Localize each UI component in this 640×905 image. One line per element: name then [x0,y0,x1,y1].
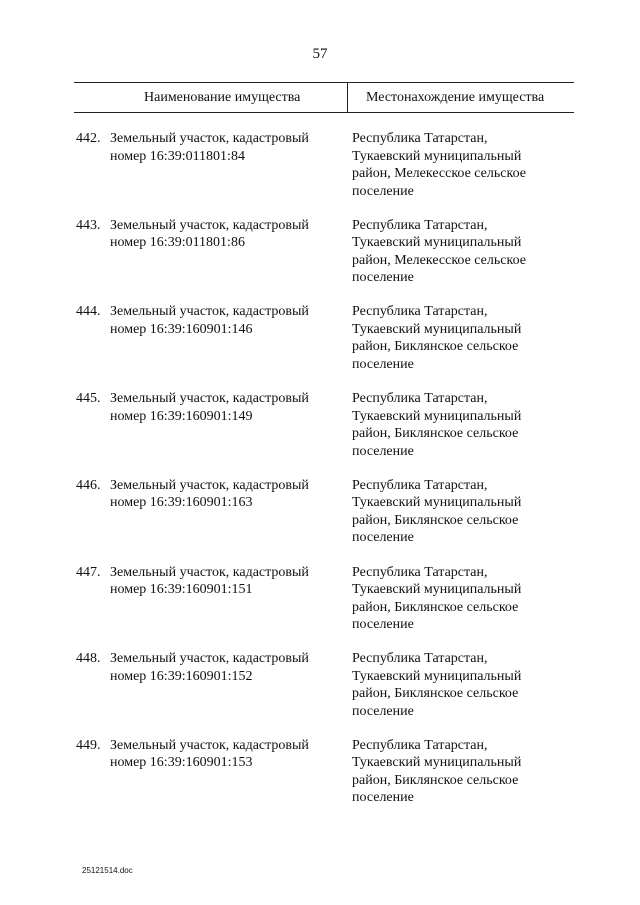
property-location-line: поселение [352,183,414,199]
property-name-line: Земельный участок, кадастровый [110,391,309,407]
property-location-line: Тукаевский муниципальный [352,755,522,771]
row-number: 443. [76,217,101,233]
document-code: 25121514.doc [82,866,133,875]
property-location-line: район, Биклянское сельское [352,426,519,442]
table-row [0,303,640,389]
property-name [110,477,335,512]
property-name-line: номер 16:39:160901:153 [110,755,253,771]
property-name-line: Земельный участок, кадастровый [110,131,309,146]
property-name-line: Земельный участок, кадастровый [110,477,309,493]
property-name [110,650,335,685]
property-location-line: поселение [352,617,414,632]
property-location-line: Тукаевский муниципальный [352,495,522,511]
table-row [0,390,640,476]
table-row [0,564,640,650]
property-location-line: поселение [352,530,414,546]
property-name [110,217,335,252]
row-number: 448. [76,651,101,667]
property-name-line: номер 16:39:160901:151 [110,582,253,597]
property-location [352,650,552,720]
property-name-line: номер 16:39:160901:152 [110,668,253,684]
property-location-line: Республика Татарстан, [352,304,488,320]
table-row [0,650,640,736]
property-location-line: поселение [352,790,414,806]
property-name [110,303,335,338]
property-name-line: Земельный участок, кадастровый [110,217,309,233]
property-name [110,390,335,425]
property-name-line: номер 16:39:160901:149 [110,408,253,424]
property-location-line: Тукаевский муниципальный [352,235,522,251]
property-location-line: район, Мелекесское сельское [352,166,526,181]
property-location-line: поселение [352,356,414,372]
column-header-location: Местонахождение имущества [366,90,545,105]
property-location-line: район, Биклянское сельское [352,686,519,702]
property-location-line: Республика Татарстан, [352,651,488,667]
property-location-line: район, Биклянское сельское [352,339,519,355]
property-location [352,477,552,547]
property-name-line: номер 16:39:160901:163 [110,495,253,511]
property-name-line: Земельный участок, кадастровый [110,304,309,320]
table-row [0,217,640,303]
property-name-line: номер 16:39:011801:84 [110,148,245,164]
table-row [0,737,640,823]
property-location-line: Республика Татарстан, [352,217,488,233]
property-location [352,564,552,634]
property-location-line: поселение [352,703,414,719]
property-name-line: номер 16:39:160901:146 [110,321,253,337]
property-name-line: Земельный участок, кадастровый [110,564,309,580]
property-location [352,390,552,460]
table-row [0,477,640,563]
property-location-line: Республика Татарстан, [352,391,488,407]
property-location [352,303,552,373]
row-number: 446. [76,477,101,493]
property-location-line: поселение [352,270,414,286]
property-location-line: Тукаевский муниципальный [352,148,522,164]
table-row [0,130,640,216]
property-location-line: Тукаевский муниципальный [352,582,522,597]
property-name-line: Земельный участок, кадастровый [110,651,309,667]
property-location-line: Тукаевский муниципальный [352,668,522,684]
property-name-line: номер 16:39:011801:86 [110,235,245,251]
property-location-line: Республика Татарстан, [352,564,488,580]
property-location [352,130,552,200]
property-location-line: район, Биклянское сельское [352,772,519,788]
property-location-line: поселение [352,443,414,459]
property-location-line: Тукаевский муниципальный [352,408,522,424]
table-header-top-rule [74,82,574,83]
property-name [110,737,335,772]
property-location-line: Республика Татарстан, [352,477,488,493]
property-location-line: район, Биклянское сельское [352,512,519,528]
table-header-bottom-rule [74,112,574,113]
row-number: 442. [76,131,101,146]
table-header-divider [347,82,348,112]
column-header-name: Наименование имущества [144,90,301,105]
row-number: 447. [76,564,101,580]
row-number: 444. [76,304,101,320]
property-location-line: Тукаевский муниципальный [352,321,522,337]
page-number: 57 [312,46,328,62]
property-location-line: Республика Татарстан, [352,131,488,146]
property-location-line: район, Биклянское сельское [352,599,519,615]
property-name [110,130,335,165]
property-name-line: Земельный участок, кадастровый [110,737,309,753]
property-location-line: Республика Татарстан, [352,737,488,753]
property-location-line: район, Мелекесское сельское [352,252,526,268]
row-number: 449. [76,737,101,753]
property-location [352,737,552,807]
row-number: 445. [76,391,101,407]
property-location [352,217,552,287]
property-name [110,564,335,599]
